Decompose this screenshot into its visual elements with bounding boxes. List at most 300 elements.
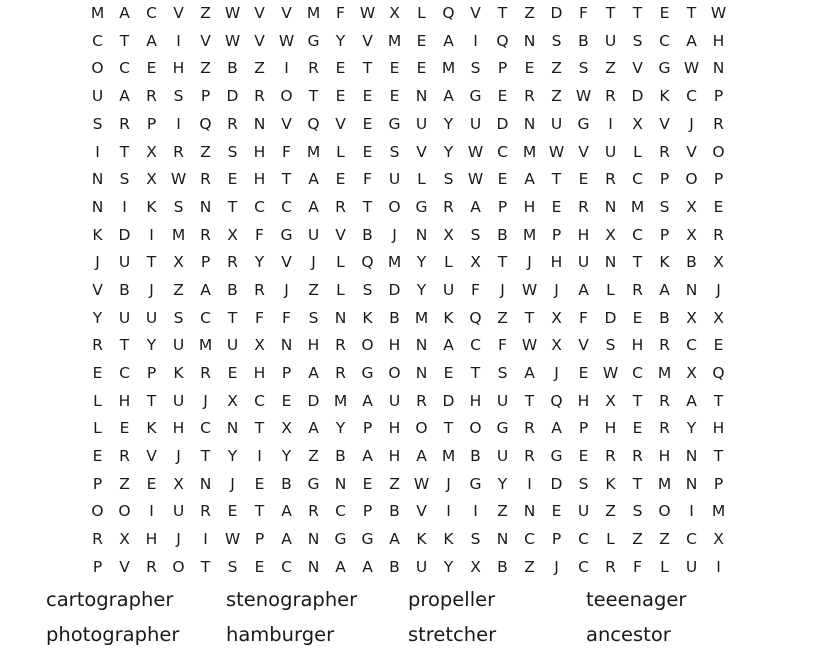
grid-letter[interactable]: R bbox=[443, 197, 454, 216]
grid-letter[interactable]: A bbox=[551, 419, 562, 438]
grid-letter[interactable]: D bbox=[604, 308, 617, 327]
grid-letter[interactable]: I bbox=[527, 474, 532, 493]
grid-letter[interactable]: L bbox=[606, 530, 615, 549]
word-list-item[interactable]: teeenager bbox=[586, 588, 687, 611]
grid-letter[interactable]: B bbox=[227, 280, 238, 299]
grid-letter[interactable]: H bbox=[712, 419, 725, 438]
grid-letter[interactable]: A bbox=[308, 170, 319, 189]
grid-letter[interactable]: R bbox=[524, 419, 535, 438]
grid-letter[interactable]: P bbox=[362, 419, 373, 438]
grid-letter[interactable]: S bbox=[632, 31, 643, 50]
grid-letter[interactable]: L bbox=[417, 4, 426, 23]
grid-letter[interactable]: P bbox=[362, 502, 373, 521]
grid-letter[interactable]: X bbox=[389, 4, 400, 23]
grid-letter[interactable]: M bbox=[441, 447, 456, 466]
grid-letter[interactable]: K bbox=[362, 308, 373, 327]
grid-letter[interactable]: E bbox=[281, 391, 292, 410]
grid-letter[interactable]: X bbox=[686, 308, 697, 327]
grid-letter[interactable]: R bbox=[335, 336, 346, 355]
grid-letter[interactable]: N bbox=[199, 474, 212, 493]
grid-letter[interactable]: N bbox=[685, 447, 698, 466]
grid-letter[interactable]: M bbox=[306, 142, 321, 161]
word-list-item[interactable]: propeller bbox=[408, 588, 496, 611]
grid-letter[interactable]: J bbox=[689, 114, 694, 133]
grid-letter[interactable]: A bbox=[308, 364, 319, 383]
grid-letter[interactable]: S bbox=[470, 530, 481, 549]
grid-letter[interactable]: N bbox=[226, 419, 239, 438]
grid-letter[interactable]: E bbox=[578, 364, 589, 383]
grid-letter[interactable]: T bbox=[254, 502, 265, 521]
grid-letter[interactable]: Q bbox=[199, 114, 212, 133]
grid-letter[interactable]: L bbox=[606, 280, 615, 299]
grid-letter[interactable]: Y bbox=[335, 31, 346, 50]
grid-letter[interactable]: X bbox=[119, 530, 130, 549]
grid-letter[interactable]: R bbox=[659, 336, 670, 355]
grid-letter[interactable]: J bbox=[554, 364, 559, 383]
grid-letter[interactable]: R bbox=[632, 280, 643, 299]
grid-letter[interactable]: Y bbox=[443, 142, 454, 161]
grid-letter[interactable]: H bbox=[253, 142, 266, 161]
grid-letter[interactable]: R bbox=[713, 114, 724, 133]
grid-letter[interactable]: Y bbox=[686, 419, 697, 438]
grid-letter[interactable]: T bbox=[524, 308, 535, 327]
grid-letter[interactable]: X bbox=[686, 364, 697, 383]
grid-letter[interactable]: R bbox=[146, 557, 157, 576]
grid-letter[interactable]: X bbox=[632, 114, 643, 133]
grid-letter[interactable]: A bbox=[524, 364, 535, 383]
grid-letter[interactable]: V bbox=[416, 502, 427, 521]
grid-letter[interactable]: A bbox=[335, 557, 346, 576]
grid-letter[interactable]: L bbox=[336, 253, 345, 272]
grid-letter[interactable]: E bbox=[362, 474, 373, 493]
grid-letter[interactable]: C bbox=[92, 31, 103, 50]
grid-letter[interactable]: X bbox=[686, 225, 697, 244]
grid-letter[interactable]: X bbox=[146, 142, 157, 161]
grid-letter[interactable]: H bbox=[172, 59, 185, 78]
grid-letter[interactable]: S bbox=[578, 59, 589, 78]
grid-letter[interactable]: B bbox=[389, 502, 400, 521]
grid-letter[interactable]: O bbox=[361, 336, 374, 355]
grid-letter[interactable]: C bbox=[524, 530, 535, 549]
grid-letter[interactable]: G bbox=[280, 225, 293, 244]
grid-letter[interactable]: Z bbox=[254, 59, 265, 78]
grid-letter[interactable]: S bbox=[632, 502, 643, 521]
grid-letter[interactable]: E bbox=[389, 87, 400, 106]
grid-letter[interactable]: T bbox=[227, 308, 238, 327]
grid-letter[interactable]: C bbox=[659, 31, 670, 50]
grid-letter[interactable]: J bbox=[554, 557, 559, 576]
grid-letter[interactable]: X bbox=[254, 336, 265, 355]
grid-letter[interactable]: U bbox=[91, 87, 104, 106]
grid-letter[interactable]: Y bbox=[92, 308, 103, 327]
grid-letter[interactable]: P bbox=[551, 225, 562, 244]
grid-letter[interactable]: V bbox=[335, 114, 346, 133]
grid-letter[interactable]: T bbox=[524, 391, 535, 410]
grid-letter[interactable]: E bbox=[227, 364, 238, 383]
grid-letter[interactable]: B bbox=[578, 31, 589, 50]
grid-letter[interactable]: M bbox=[198, 336, 213, 355]
grid-letter[interactable]: T bbox=[146, 391, 157, 410]
grid-letter[interactable]: G bbox=[307, 474, 320, 493]
grid-letter[interactable]: U bbox=[577, 253, 590, 272]
grid-letter[interactable]: V bbox=[416, 142, 427, 161]
grid-letter[interactable]: X bbox=[686, 197, 697, 216]
grid-letter[interactable]: P bbox=[200, 87, 211, 106]
grid-letter[interactable]: M bbox=[333, 391, 348, 410]
grid-letter[interactable]: V bbox=[659, 114, 670, 133]
grid-letter[interactable]: N bbox=[712, 59, 725, 78]
grid-letter[interactable]: A bbox=[362, 391, 373, 410]
grid-letter[interactable]: N bbox=[523, 31, 536, 50]
grid-letter[interactable]: X bbox=[173, 253, 184, 272]
grid-letter[interactable]: R bbox=[659, 142, 670, 161]
grid-letter[interactable]: E bbox=[551, 502, 562, 521]
grid-letter[interactable]: V bbox=[578, 142, 589, 161]
grid-letter[interactable]: R bbox=[578, 197, 589, 216]
grid-letter[interactable]: T bbox=[497, 4, 508, 23]
grid-letter[interactable]: I bbox=[122, 197, 127, 216]
grid-letter[interactable]: S bbox=[470, 225, 481, 244]
grid-letter[interactable]: B bbox=[470, 447, 481, 466]
grid-letter[interactable]: I bbox=[176, 31, 181, 50]
grid-letter[interactable]: J bbox=[446, 474, 451, 493]
grid-letter[interactable]: I bbox=[446, 502, 451, 521]
grid-letter[interactable]: I bbox=[473, 502, 478, 521]
grid-letter[interactable]: I bbox=[176, 114, 181, 133]
grid-letter[interactable]: G bbox=[307, 31, 320, 50]
grid-letter[interactable]: R bbox=[605, 557, 616, 576]
grid-letter[interactable]: A bbox=[200, 280, 211, 299]
grid-letter[interactable]: T bbox=[443, 419, 454, 438]
grid-letter[interactable]: S bbox=[578, 474, 589, 493]
grid-letter[interactable]: J bbox=[284, 280, 289, 299]
grid-letter[interactable]: W bbox=[170, 170, 187, 189]
grid-letter[interactable]: H bbox=[712, 31, 725, 50]
grid-letter[interactable]: P bbox=[92, 557, 103, 576]
grid-letter[interactable]: N bbox=[334, 308, 347, 327]
grid-letter[interactable]: R bbox=[200, 170, 211, 189]
grid-letter[interactable]: X bbox=[146, 170, 157, 189]
grid-letter[interactable]: X bbox=[173, 474, 184, 493]
grid-letter[interactable]: V bbox=[335, 225, 346, 244]
grid-letter[interactable]: E bbox=[497, 87, 508, 106]
grid-letter[interactable]: C bbox=[470, 336, 481, 355]
grid-letter[interactable]: X bbox=[551, 336, 562, 355]
grid-letter[interactable]: R bbox=[605, 447, 616, 466]
grid-letter[interactable]: E bbox=[578, 447, 589, 466]
grid-letter[interactable]: U bbox=[118, 253, 131, 272]
grid-letter[interactable]: C bbox=[686, 530, 697, 549]
grid-letter[interactable]: O bbox=[388, 364, 401, 383]
grid-letter[interactable]: F bbox=[282, 308, 291, 327]
grid-letter[interactable]: D bbox=[442, 391, 455, 410]
grid-letter[interactable]: P bbox=[551, 530, 562, 549]
grid-letter[interactable]: S bbox=[173, 197, 184, 216]
grid-letter[interactable]: S bbox=[227, 142, 238, 161]
grid-letter[interactable]: W bbox=[548, 142, 565, 161]
grid-letter[interactable]: E bbox=[713, 197, 724, 216]
grid-letter[interactable]: N bbox=[307, 557, 320, 576]
grid-letter[interactable]: U bbox=[577, 502, 590, 521]
grid-letter[interactable]: R bbox=[605, 87, 616, 106]
grid-letter[interactable]: G bbox=[550, 447, 563, 466]
grid-letter[interactable]: Y bbox=[497, 474, 508, 493]
grid-letter[interactable]: N bbox=[523, 502, 536, 521]
grid-letter[interactable]: X bbox=[227, 391, 238, 410]
grid-letter[interactable]: Q bbox=[442, 4, 455, 23]
grid-letter[interactable]: C bbox=[632, 170, 643, 189]
grid-letter[interactable]: C bbox=[686, 87, 697, 106]
grid-letter[interactable]: G bbox=[388, 114, 401, 133]
grid-letter[interactable]: W bbox=[224, 4, 241, 23]
grid-letter[interactable]: M bbox=[522, 142, 537, 161]
grid-letter[interactable]: H bbox=[631, 336, 644, 355]
grid-letter[interactable]: Q bbox=[712, 364, 725, 383]
grid-letter[interactable]: Q bbox=[361, 253, 374, 272]
grid-letter[interactable]: A bbox=[281, 530, 292, 549]
grid-letter[interactable]: P bbox=[659, 225, 670, 244]
grid-letter[interactable]: R bbox=[632, 447, 643, 466]
grid-letter[interactable]: T bbox=[200, 557, 211, 576]
grid-letter[interactable]: R bbox=[200, 502, 211, 521]
grid-letter[interactable]: S bbox=[497, 364, 508, 383]
grid-letter[interactable]: Y bbox=[281, 447, 292, 466]
grid-letter[interactable]: E bbox=[254, 557, 265, 576]
grid-letter[interactable]: N bbox=[91, 170, 104, 189]
grid-letter[interactable]: R bbox=[713, 225, 724, 244]
grid-letter[interactable]: T bbox=[497, 253, 508, 272]
grid-letter[interactable]: M bbox=[387, 31, 402, 50]
grid-letter[interactable]: U bbox=[415, 557, 428, 576]
grid-letter[interactable]: Z bbox=[200, 4, 211, 23]
grid-letter[interactable]: B bbox=[281, 474, 292, 493]
grid-letter[interactable]: M bbox=[711, 502, 726, 521]
grid-letter[interactable]: B bbox=[335, 447, 346, 466]
grid-letter[interactable]: O bbox=[658, 502, 671, 521]
grid-letter[interactable]: R bbox=[308, 59, 319, 78]
grid-letter[interactable]: M bbox=[387, 253, 402, 272]
grid-letter[interactable]: O bbox=[685, 170, 698, 189]
grid-letter[interactable]: Z bbox=[632, 530, 643, 549]
grid-letter[interactable]: H bbox=[253, 170, 266, 189]
grid-letter[interactable]: R bbox=[119, 447, 130, 466]
grid-letter[interactable]: N bbox=[523, 114, 536, 133]
grid-letter[interactable]: L bbox=[417, 170, 426, 189]
grid-letter[interactable]: E bbox=[443, 364, 454, 383]
grid-letter[interactable]: T bbox=[146, 253, 157, 272]
grid-letter[interactable]: A bbox=[443, 336, 454, 355]
grid-letter[interactable]: P bbox=[200, 253, 211, 272]
grid-letter[interactable]: H bbox=[577, 391, 590, 410]
grid-letter[interactable]: E bbox=[713, 336, 724, 355]
grid-letter[interactable]: T bbox=[686, 4, 697, 23]
grid-letter[interactable]: D bbox=[550, 4, 563, 23]
grid-letter[interactable]: P bbox=[497, 59, 508, 78]
grid-letter[interactable]: P bbox=[713, 170, 724, 189]
grid-letter[interactable]: T bbox=[713, 447, 724, 466]
grid-letter[interactable]: M bbox=[414, 308, 429, 327]
grid-letter[interactable]: X bbox=[443, 225, 454, 244]
grid-letter[interactable]: C bbox=[578, 557, 589, 576]
word-list-item[interactable]: ancestor bbox=[586, 623, 671, 646]
grid-letter[interactable]: W bbox=[602, 364, 619, 383]
grid-letter[interactable]: F bbox=[579, 4, 588, 23]
grid-letter[interactable]: O bbox=[91, 502, 104, 521]
grid-letter[interactable]: F bbox=[363, 170, 372, 189]
grid-letter[interactable]: H bbox=[523, 197, 536, 216]
grid-letter[interactable]: H bbox=[118, 391, 131, 410]
word-list-item[interactable]: stenographer bbox=[226, 588, 358, 611]
grid-letter[interactable]: X bbox=[605, 391, 616, 410]
grid-letter[interactable]: A bbox=[146, 31, 157, 50]
grid-letter[interactable]: E bbox=[416, 31, 427, 50]
grid-letter[interactable]: C bbox=[119, 59, 130, 78]
grid-letter[interactable]: I bbox=[95, 142, 100, 161]
grid-letter[interactable]: A bbox=[443, 87, 454, 106]
grid-letter[interactable]: R bbox=[524, 87, 535, 106]
grid-letter[interactable]: F bbox=[336, 4, 345, 23]
grid-letter[interactable]: U bbox=[550, 114, 563, 133]
grid-letter[interactable]: U bbox=[388, 391, 401, 410]
grid-letter[interactable]: H bbox=[658, 447, 671, 466]
grid-letter[interactable]: H bbox=[307, 336, 320, 355]
grid-letter[interactable]: C bbox=[281, 197, 292, 216]
grid-letter[interactable]: U bbox=[118, 308, 131, 327]
word-list-item[interactable]: stretcher bbox=[408, 623, 497, 646]
grid-letter[interactable]: R bbox=[524, 447, 535, 466]
grid-letter[interactable]: P bbox=[578, 419, 589, 438]
grid-letter[interactable]: C bbox=[632, 225, 643, 244]
grid-letter[interactable]: K bbox=[92, 225, 103, 244]
grid-letter[interactable]: C bbox=[497, 142, 508, 161]
grid-letter[interactable]: R bbox=[92, 336, 103, 355]
grid-letter[interactable]: Z bbox=[308, 447, 319, 466]
grid-letter[interactable]: G bbox=[658, 59, 671, 78]
grid-letter[interactable]: C bbox=[119, 364, 130, 383]
grid-letter[interactable]: Q bbox=[307, 114, 320, 133]
grid-letter[interactable]: X bbox=[470, 253, 481, 272]
grid-letter[interactable]: A bbox=[362, 557, 373, 576]
grid-letter[interactable]: E bbox=[362, 142, 373, 161]
grid-letter[interactable]: M bbox=[657, 364, 672, 383]
grid-letter[interactable]: K bbox=[659, 253, 670, 272]
grid-letter[interactable]: X bbox=[470, 557, 481, 576]
grid-letter[interactable]: B bbox=[227, 59, 238, 78]
grid-letter[interactable]: S bbox=[92, 114, 103, 133]
grid-letter[interactable]: H bbox=[388, 419, 401, 438]
grid-letter[interactable]: I bbox=[149, 225, 154, 244]
grid-letter[interactable]: S bbox=[443, 170, 454, 189]
grid-letter[interactable]: T bbox=[119, 142, 130, 161]
grid-letter[interactable]: E bbox=[524, 59, 535, 78]
grid-letter[interactable]: D bbox=[226, 87, 239, 106]
grid-letter[interactable]: M bbox=[171, 225, 186, 244]
grid-letter[interactable]: U bbox=[172, 502, 185, 521]
grid-letter[interactable]: E bbox=[146, 59, 157, 78]
grid-letter[interactable]: N bbox=[307, 530, 320, 549]
word-list-item[interactable]: hamburger bbox=[226, 623, 335, 646]
grid-letter[interactable]: B bbox=[362, 225, 373, 244]
grid-letter[interactable]: C bbox=[335, 502, 346, 521]
grid-letter[interactable]: O bbox=[712, 142, 725, 161]
grid-letter[interactable]: A bbox=[281, 502, 292, 521]
grid-letter[interactable]: M bbox=[522, 225, 537, 244]
grid-letter[interactable]: N bbox=[253, 114, 266, 133]
grid-letter[interactable]: P bbox=[92, 474, 103, 493]
grid-letter[interactable]: G bbox=[334, 530, 347, 549]
grid-letter[interactable]: D bbox=[388, 280, 401, 299]
grid-letter[interactable]: I bbox=[716, 557, 721, 576]
grid-letter[interactable]: E bbox=[632, 419, 643, 438]
grid-letter[interactable]: W bbox=[521, 336, 538, 355]
grid-letter[interactable]: F bbox=[471, 280, 480, 299]
grid-letter[interactable]: R bbox=[335, 197, 346, 216]
grid-letter[interactable]: E bbox=[578, 170, 589, 189]
grid-letter[interactable]: A bbox=[308, 419, 319, 438]
grid-letter[interactable]: E bbox=[362, 87, 373, 106]
grid-letter[interactable]: V bbox=[578, 336, 589, 355]
grid-letter[interactable]: Y bbox=[443, 114, 454, 133]
grid-letter[interactable]: U bbox=[604, 31, 617, 50]
grid-letter[interactable]: T bbox=[227, 197, 238, 216]
grid-letter[interactable]: Y bbox=[416, 253, 427, 272]
grid-letter[interactable]: A bbox=[578, 280, 589, 299]
grid-letter[interactable]: M bbox=[90, 4, 105, 23]
grid-letter[interactable]: E bbox=[146, 474, 157, 493]
grid-letter[interactable]: L bbox=[93, 391, 102, 410]
grid-letter[interactable]: T bbox=[551, 170, 562, 189]
grid-letter[interactable]: K bbox=[605, 474, 616, 493]
grid-letter[interactable]: O bbox=[118, 502, 131, 521]
grid-letter[interactable]: L bbox=[633, 142, 642, 161]
grid-letter[interactable]: S bbox=[173, 87, 184, 106]
grid-letter[interactable]: A bbox=[389, 530, 400, 549]
grid-letter[interactable]: S bbox=[173, 308, 184, 327]
grid-letter[interactable]: G bbox=[361, 364, 374, 383]
grid-letter[interactable]: U bbox=[307, 225, 320, 244]
grid-letter[interactable]: V bbox=[281, 4, 292, 23]
grid-letter[interactable]: K bbox=[443, 308, 454, 327]
grid-letter[interactable]: H bbox=[577, 225, 590, 244]
grid-letter[interactable]: R bbox=[416, 391, 427, 410]
grid-letter[interactable]: I bbox=[257, 447, 262, 466]
grid-letter[interactable]: R bbox=[227, 253, 238, 272]
grid-letter[interactable]: S bbox=[551, 31, 562, 50]
grid-letter[interactable]: T bbox=[470, 364, 481, 383]
grid-letter[interactable]: H bbox=[388, 336, 401, 355]
grid-letter[interactable]: N bbox=[415, 364, 428, 383]
grid-letter[interactable]: A bbox=[686, 31, 697, 50]
grid-letter[interactable]: A bbox=[119, 4, 130, 23]
grid-letter[interactable]: P bbox=[497, 197, 508, 216]
grid-letter[interactable]: E bbox=[335, 59, 346, 78]
grid-letter[interactable]: M bbox=[306, 4, 321, 23]
grid-letter[interactable]: P bbox=[713, 474, 724, 493]
grid-letter[interactable]: Z bbox=[389, 474, 400, 493]
grid-letter[interactable]: I bbox=[608, 114, 613, 133]
grid-letter[interactable]: V bbox=[173, 4, 184, 23]
grid-letter[interactable]: S bbox=[362, 280, 373, 299]
grid-letter[interactable]: V bbox=[254, 4, 265, 23]
grid-letter[interactable]: N bbox=[334, 474, 347, 493]
grid-letter[interactable]: E bbox=[497, 170, 508, 189]
grid-letter[interactable]: T bbox=[632, 391, 643, 410]
grid-letter[interactable]: Z bbox=[605, 59, 616, 78]
grid-letter[interactable]: T bbox=[713, 391, 724, 410]
grid-letter[interactable]: U bbox=[442, 280, 455, 299]
grid-letter[interactable]: T bbox=[632, 4, 643, 23]
grid-letter[interactable]: V bbox=[281, 253, 292, 272]
